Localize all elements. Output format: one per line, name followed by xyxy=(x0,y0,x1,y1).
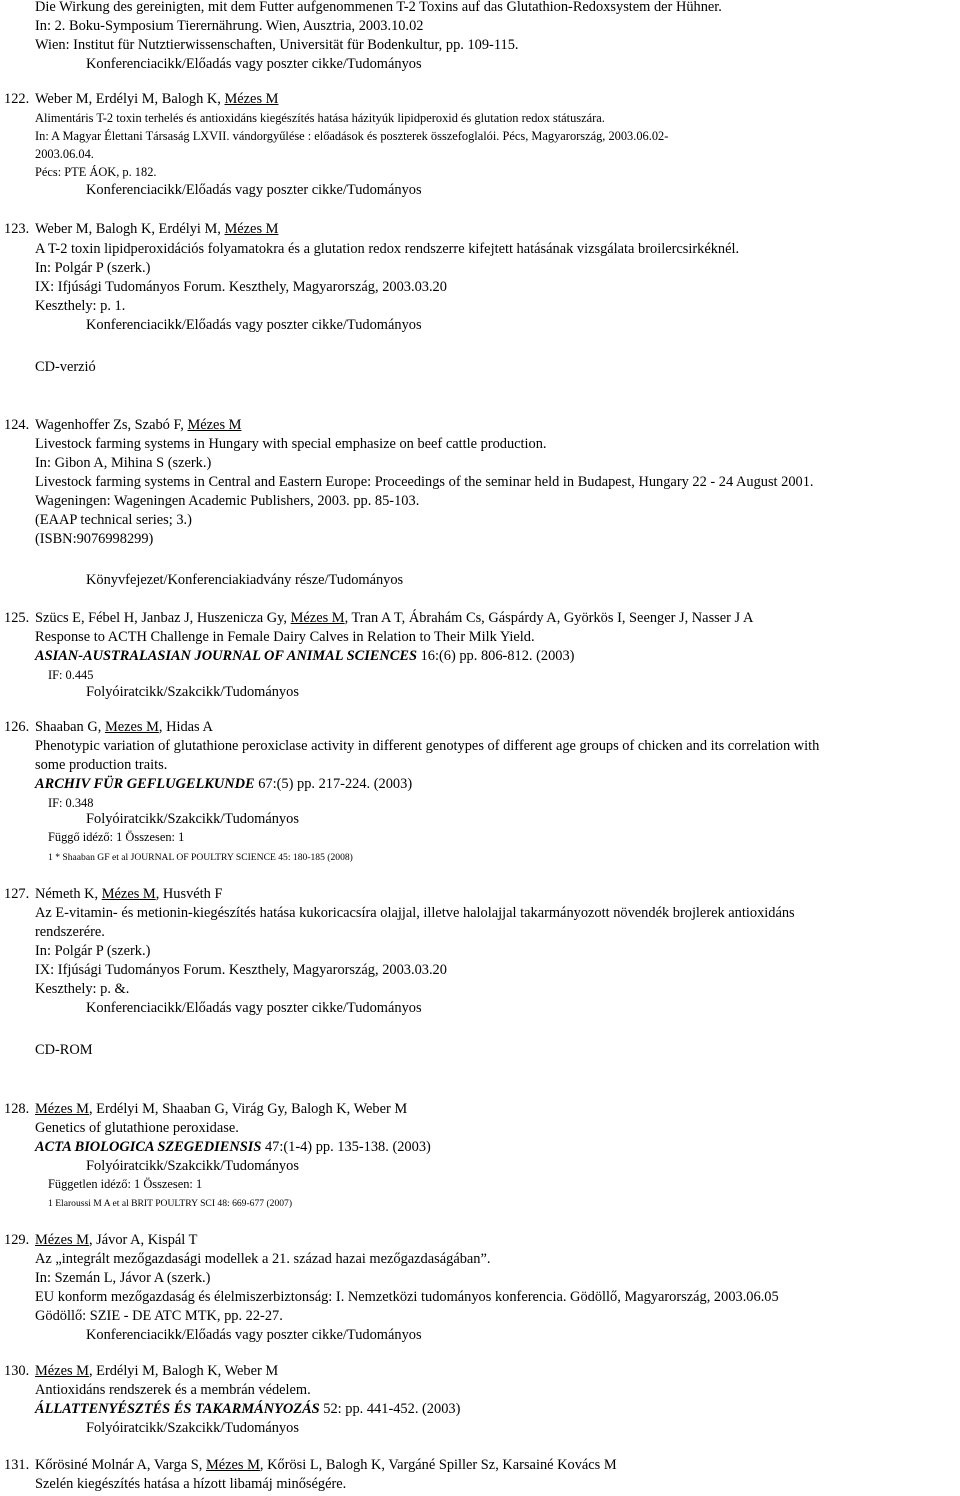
entry-title: Phenotypic variation of glutathione peroxiclase activity in different genotypes of different age groups of chicken and its correlation with xyxy=(35,738,820,754)
journal-details: 52: pp. 441-452. (2003) xyxy=(319,1401,461,1417)
entry-authors xyxy=(35,885,222,903)
entry-authors xyxy=(35,1231,197,1249)
entry-title: Response to ACTH Challenge in Female Dairy Calves in Relation to Their Milk Yield. xyxy=(35,629,535,645)
highlighted-author: Mézes M xyxy=(35,1363,89,1379)
entry-category: Könyvfejezet/Konferenciakiadvány része/Tudományos xyxy=(86,572,404,588)
entry-source: Livestock farming systems in Central and Eastern Europe: Proceedings of the seminar held in Budapest, Hungary 22 - 24 August 2001. xyxy=(35,474,814,490)
entry-media: CD-verzió xyxy=(35,359,96,375)
entry-category: Konferenciacikk/Előadás vagy poszter cikke/Tudományos xyxy=(86,317,422,333)
authors-text: , Kőrösi L, Balogh K, Vargáné Spiller Sz, Karsainé Kovács M xyxy=(259,1457,617,1473)
entry-authors xyxy=(35,1456,617,1474)
entry-media: CD-ROM xyxy=(35,1042,93,1058)
authors-text: , Tran A T, Ábrahám Cs, Gáspárdy A, Györkös I, Seenger J, Nasser J A xyxy=(344,610,754,626)
entry-number: 125. xyxy=(4,610,30,626)
highlighted-author: Mézes M xyxy=(35,1232,89,1248)
entry-number: 122. xyxy=(4,91,30,107)
entry-number: 128. xyxy=(4,1101,30,1117)
entry-journal xyxy=(35,775,412,793)
entry-publisher: Wien: Institut für Nutztierwissenschaften, Universität für Bodenkultur, pp. 109-115. xyxy=(35,37,519,53)
highlighted-author: Mézes M xyxy=(187,417,242,433)
entry-category: Folyóiratcikk/Szakcikk/Tudományos xyxy=(86,684,299,700)
entry-editor: In: Polgár P (szerk.) xyxy=(35,943,151,959)
authors-text: , Husvéth F xyxy=(155,886,223,902)
entry-editor: In: Gibon A, Mihina S (szerk.) xyxy=(35,455,212,471)
entry-editor: In: Polgár P (szerk.) xyxy=(35,260,151,276)
journal-name: ACTA BIOLOGICA SZEGEDIENSIS xyxy=(35,1139,262,1155)
entry-authors xyxy=(35,718,213,736)
entry-number: 126. xyxy=(4,719,30,735)
entry-title: Antioxidáns rendszerek és a membrán védelem. xyxy=(35,1382,311,1398)
authors-text: Shaaban G, xyxy=(35,719,105,735)
entry-authors xyxy=(35,90,278,108)
entry-source: In: A Magyar Élettani Társaság LXVII. vándorgyűlése : előadások és poszterek összefoglalói. Pécs, Magyarország, 2003.06.02- xyxy=(35,129,669,143)
entry-category: Folyóiratcikk/Szakcikk/Tudományos xyxy=(86,811,299,827)
entry-authors xyxy=(35,416,241,434)
entry-source: IX: Ifjúsági Tudományos Forum. Keszthely, Magyarország, 2003.03.20 xyxy=(35,962,447,978)
entry-source: IX: Ifjúsági Tudományos Forum. Keszthely, Magyarország, 2003.03.20 xyxy=(35,279,447,295)
entry-title: Alimentáris T-2 toxin terhelés és antioxidáns kiegészítés hatása házityúk lipidperoxid és glutation redox státuszára. xyxy=(35,111,605,125)
authors-text: Weber M, Balogh K, Erdélyi M, xyxy=(35,221,225,237)
entry-publisher: Keszthely: p. &. xyxy=(35,981,130,997)
entry-title: rendszerére. xyxy=(35,924,105,940)
entry-number: 123. xyxy=(4,221,30,237)
entry-publisher: Wageningen: Wageningen Academic Publishers, 2003. pp. 85-103. xyxy=(35,493,420,509)
entry-journal xyxy=(35,647,574,665)
entry-publisher: Pécs: PTE ÁOK, p. 182. xyxy=(35,165,157,179)
entry-title: Genetics of glutathione peroxidase. xyxy=(35,1120,239,1136)
highlighted-author: Mézes M xyxy=(224,221,279,237)
authors-text: , Erdélyi M, Shaaban G, Virág Gy, Balogh K, Weber M xyxy=(88,1101,408,1117)
journal-name: ASIAN-AUSTRALASIAN JOURNAL OF ANIMAL SCIENCES xyxy=(35,648,417,664)
entry-title: Az „integrált mezőgazdasági modellek a 21. század hazai mezőgazdaságában”. xyxy=(35,1251,491,1267)
entry-authors xyxy=(35,1362,278,1380)
entry-journal xyxy=(35,1400,460,1418)
highlighted-author: Mézes M xyxy=(290,610,345,626)
entry-journal xyxy=(35,1138,431,1156)
entry-title: Die Wirkung des gereinigten, mit dem Futter aufgenommenen T-2 Toxins auf das Glutathion-Redoxsystem der Hühner. xyxy=(35,0,722,15)
authors-text: Wagenhoffer Zs, Szabó F, xyxy=(35,417,188,433)
entry-source: EU konform mezőgazdaság és élelmiszerbiztonság: I. Nemzetközi tudományos konferencia. Gödöllő, Magyarország, 2003.06.05 xyxy=(35,1289,779,1305)
authors-text: Weber M, Erdélyi M, Balogh K, xyxy=(35,91,225,107)
entry-title: Szelén kiegészítés hatása a hízott libamáj minőségére. xyxy=(35,1476,347,1492)
entry-source: In: 2. Boku-Symposium Tierernährung. Wien, Ausztria, 2003.10.02 xyxy=(35,18,424,34)
journal-details: 67:(5) pp. 217-224. (2003) xyxy=(254,776,413,792)
impact-factor: IF: 0.348 xyxy=(48,796,94,810)
highlighted-author: Mézes M xyxy=(205,1457,260,1473)
authors-text: , Jávor A, Kispál T xyxy=(88,1232,198,1248)
authors-text: Szücs E, Fébel H, Janbaz J, Huszenicza Gy, xyxy=(35,610,291,626)
journal-name: ARCHIV FÜR GEFLUGELKUNDE xyxy=(35,776,255,792)
entry-category: Konferenciacikk/Előadás vagy poszter cikke/Tudományos xyxy=(86,1000,422,1016)
entry-authors xyxy=(35,1100,407,1118)
citation-count: Független idéző: 1 Összesen: 1 xyxy=(48,1177,203,1191)
authors-text: Kőrösiné Molnár A, Varga S, xyxy=(35,1457,206,1473)
authors-text: , Erdélyi M, Balogh K, Weber M xyxy=(88,1363,279,1379)
entry-series: (EAAP technical series; 3.) xyxy=(35,512,192,528)
entry-publisher: Gödöllő: SZIE - DE ATC MTK, pp. 22-27. xyxy=(35,1308,283,1324)
citation-item: 1 Elaroussi M A et al BRIT POULTRY SCI 48: 669-677 (2007) xyxy=(48,1198,293,1209)
journal-details: 47:(1-4) pp. 135-138. (2003) xyxy=(261,1139,431,1155)
entry-category: Folyóiratcikk/Szakcikk/Tudományos xyxy=(86,1158,299,1174)
entry-title: Livestock farming systems in Hungary with special emphasize on beef cattle production. xyxy=(35,436,547,452)
highlighted-author: Mézes M xyxy=(35,1101,89,1117)
highlighted-author: Mézes M xyxy=(101,886,156,902)
entry-source: 2003.06.04. xyxy=(35,147,94,161)
entry-category: Folyóiratcikk/Szakcikk/Tudományos xyxy=(86,1420,299,1436)
entry-number: 130. xyxy=(4,1363,30,1379)
entry-number: 124. xyxy=(4,417,30,433)
highlighted-author: Mézes M xyxy=(224,91,279,107)
entry-publisher: Keszthely: p. 1. xyxy=(35,298,126,314)
entry-editor: In: Szemán L, Jávor A (szerk.) xyxy=(35,1270,211,1286)
journal-details: 16:(6) pp. 806-812. (2003) xyxy=(417,648,575,664)
citation-count: Függő idéző: 1 Összesen: 1 xyxy=(48,830,185,844)
entry-authors xyxy=(35,609,753,627)
entry-authors xyxy=(35,220,278,238)
entry-number: 127. xyxy=(4,886,30,902)
entry-category: Konferenciacikk/Előadás vagy poszter cikke/Tudományos xyxy=(86,1327,422,1343)
entry-category: Konferenciacikk/Előadás vagy poszter cikke/Tudományos xyxy=(86,182,422,198)
entry-title: some production traits. xyxy=(35,757,168,773)
impact-factor: IF: 0.445 xyxy=(48,668,94,682)
entry-title: Az E-vitamin- és metionin-kiegészítés hatása kukoricacsíra olajjal, illetve halolajjal takarmányozott növendék brojlerek antioxidáns xyxy=(35,905,795,921)
entry-category: Konferenciacikk/Előadás vagy poszter cikke/Tudományos xyxy=(86,56,422,72)
entry-isbn: (ISBN:9076998299) xyxy=(35,531,154,547)
highlighted-author: Mezes M xyxy=(104,719,159,735)
authors-text: Németh K, xyxy=(35,886,102,902)
authors-text: , Hidas A xyxy=(158,719,213,735)
entry-number: 129. xyxy=(4,1232,30,1248)
entry-number: 131. xyxy=(4,1457,30,1473)
citation-item: 1 * Shaaban GF et al JOURNAL OF POULTRY SCIENCE 45: 180-185 (2008) xyxy=(48,852,353,863)
entry-title: A T-2 toxin lipidperoxidációs folyamatokra és a glutation redox rendszerre kifejtett hatásának vizsgálata broilercsirkéknél. xyxy=(35,241,740,257)
journal-name: ÁLLATTENYÉSZTÉS ÉS TAKARMÁNYOZÁS xyxy=(35,1401,320,1417)
